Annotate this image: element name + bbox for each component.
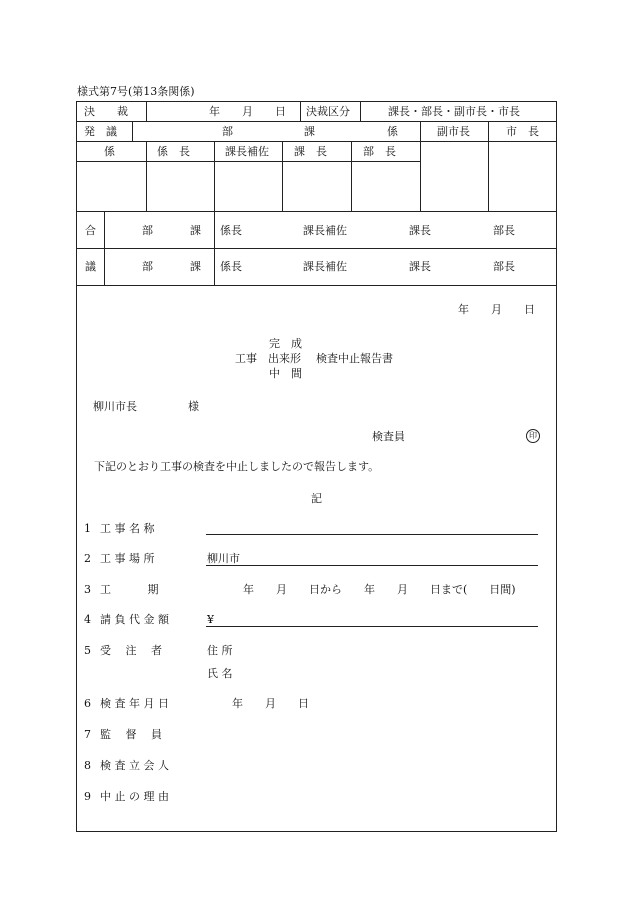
col-line: [282, 141, 283, 211]
koji-meisho-line: [206, 534, 538, 535]
title-interim: 中 間: [269, 367, 302, 380]
item-label-kantokuin: 監 督 員: [100, 728, 162, 741]
col-line: [214, 211, 215, 285]
koji-basho-line: [206, 565, 538, 566]
item-label-ukeoi-daikin: 請 負 代 金 額: [100, 613, 169, 626]
report-date: 年 月 日: [458, 303, 535, 316]
item-label-juchusha: 受 注 者: [100, 644, 162, 657]
consult-role: 部長: [493, 224, 515, 237]
col-line: [132, 121, 133, 141]
shicho-label: 市 長: [506, 125, 539, 138]
col-kacho-hosa: 課長補佐: [225, 145, 269, 158]
honorific: 様: [188, 400, 199, 413]
koji-basho-value: 柳川市: [207, 552, 240, 565]
row-line: [76, 161, 420, 162]
juchusha-name: 氏 名: [207, 667, 233, 680]
kessai-date: 年 月 日: [209, 105, 286, 118]
col-bucho: 部 長: [363, 145, 396, 158]
consult-role: 課長補佐: [303, 260, 347, 273]
col-kacho: 課 長: [294, 145, 327, 158]
item-number: 3: [84, 583, 91, 596]
item-number: 2: [84, 552, 91, 565]
item-number: 8: [84, 759, 91, 772]
title-complete: 完 成: [269, 337, 302, 350]
kensa-date-value: 年 月 日: [232, 697, 309, 710]
consult-ka: 課: [190, 260, 201, 273]
col-line: [360, 101, 361, 121]
consult-label-1: 合: [85, 224, 96, 237]
consult-bu: 部: [142, 224, 153, 237]
item-label-chushi-riyu: 中 止 の 理 由: [100, 790, 169, 803]
juchusha-address: 住 所: [207, 644, 233, 657]
consult-role: 課長: [409, 260, 431, 273]
consult-ka: 課: [190, 224, 201, 237]
col-kakari: 係: [104, 145, 115, 158]
intro-text: 下記のとおり工事の検査を中止しましたので報告します。: [94, 460, 380, 473]
consult-label-2: 議: [85, 260, 96, 273]
seal-icon: 印: [526, 429, 540, 443]
hatsugi-ka: 課: [304, 125, 315, 138]
item-number: 5: [84, 644, 91, 657]
item-label-tachiainin: 検 査 立 会 人: [100, 759, 169, 772]
item-number: 6: [84, 697, 91, 710]
consult-role: 係長: [220, 224, 242, 237]
category-value: 課長・部長・副市長・市長: [388, 105, 520, 118]
col-line: [214, 141, 215, 211]
addressee: 柳川市長: [93, 400, 137, 413]
ki-label: 記: [311, 492, 322, 505]
title-dekigata: 出来形: [268, 352, 301, 365]
ukeoi-daikin-value: ¥: [207, 613, 214, 626]
consult-bu: 部: [142, 260, 153, 273]
row-line: [76, 141, 557, 142]
col-kakaricho: 係 長: [157, 145, 190, 158]
fuku-shicho-label: 副市長: [437, 125, 470, 138]
frame-top: [76, 101, 557, 102]
frame-bottom: [76, 831, 557, 832]
consult-role: 部長: [493, 260, 515, 273]
col-line: [300, 101, 301, 121]
row-line: [76, 121, 557, 122]
consult-role: 課長補佐: [303, 224, 347, 237]
kessai-label: 決 裁: [84, 105, 128, 118]
title-report: 検査中止報告書: [316, 352, 393, 365]
item-number: 1: [84, 522, 91, 535]
item-number: 9: [84, 790, 91, 803]
col-line: [104, 211, 105, 285]
category-label: 決裁区分: [306, 105, 350, 118]
hatsugi-bu: 部: [222, 125, 233, 138]
item-number: 4: [84, 613, 91, 626]
title-koji: 工事: [235, 352, 257, 365]
item-label-koki: 工 期: [100, 583, 159, 596]
ukeoi-daikin-line: [206, 626, 538, 627]
koki-value: 年 月 日から 年 月 日まで( 日間): [243, 583, 516, 596]
col-line: [488, 121, 489, 211]
item-number: 7: [84, 728, 91, 741]
item-label-koji-basho: 工 事 場 所: [100, 552, 155, 565]
hatsugi-kakari: 係: [387, 125, 398, 138]
item-label-kensa-date: 検 査 年 月 日: [100, 697, 169, 710]
row-line: [76, 211, 557, 212]
row-line: [76, 285, 557, 286]
consult-role: 係長: [220, 260, 242, 273]
inspector-label: 検査員: [372, 430, 405, 443]
item-label-koji-meisho: 工 事 名 称: [100, 522, 155, 535]
col-line: [146, 141, 147, 211]
col-line: [351, 141, 352, 211]
form-reference: 様式第7号(第13条関係): [77, 85, 195, 98]
hatsugi-label: 発 議: [84, 125, 117, 138]
row-line: [76, 248, 557, 249]
col-line: [420, 121, 421, 211]
consult-role: 課長: [409, 224, 431, 237]
col-line: [146, 101, 147, 121]
